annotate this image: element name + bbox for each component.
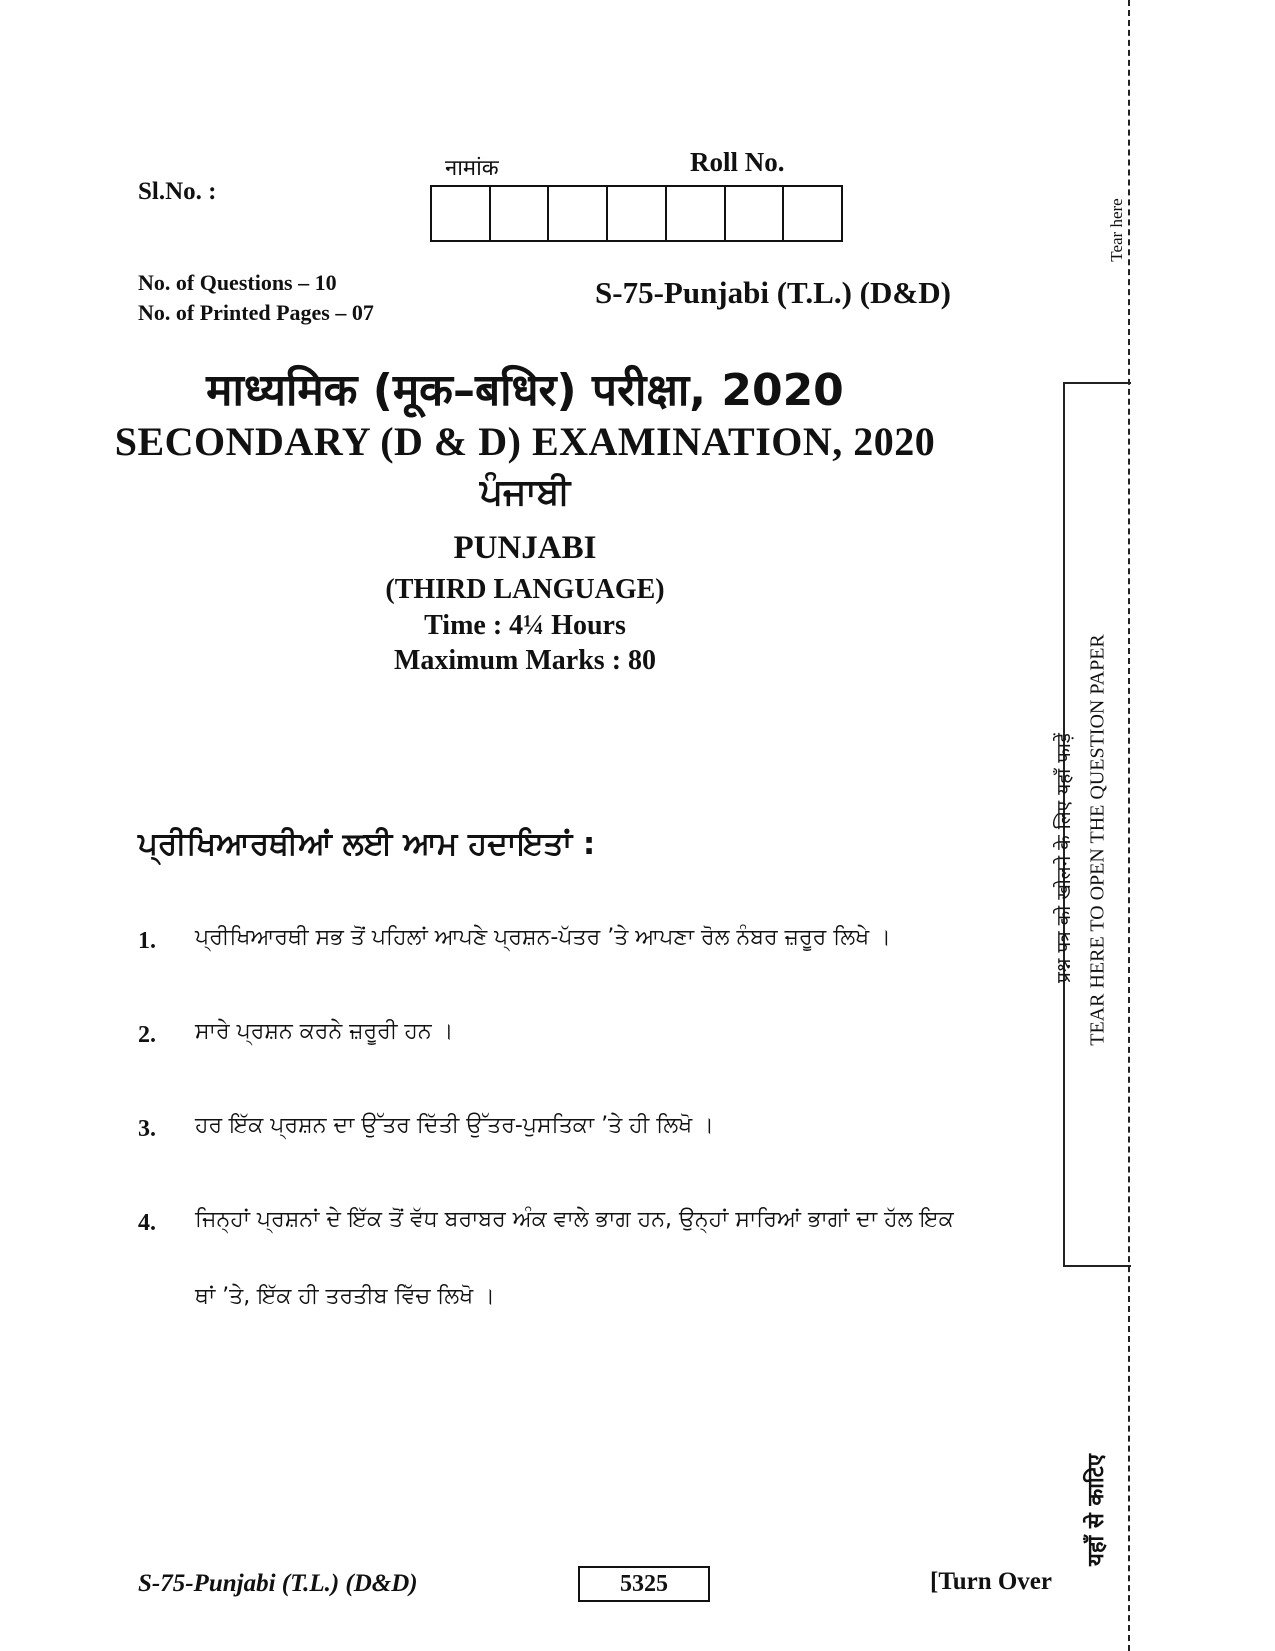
- language-subtitle: (THIRD LANGUAGE): [385, 574, 665, 605]
- maximum-marks: Maximum Marks : 80: [393, 645, 657, 676]
- title-hindi: माध्यमिक (मूक–बधिर) परीक्षा, 2020: [206, 365, 844, 416]
- roll-no-cell[interactable]: [726, 187, 785, 240]
- tear-instruction-hindi: प्रश्न पत्र को खोलने के लिए यहाँ फाड़ें: [1053, 733, 1075, 983]
- roll-no-label: Roll No.: [690, 147, 785, 177]
- exam-time: Time : 4¼ Hours: [424, 610, 626, 641]
- instructions-heading: ਪ੍ਰੀਖਿਆਰਥੀਆਂ ਲਈ ਆਮ ਹਦਾਇਤਾਂ :: [138, 826, 596, 862]
- roll-no-cell[interactable]: [432, 187, 491, 240]
- instruction-text: ਜਿਨ੍ਹਾਂ ਪ੍ਰਸ਼ਨਾਂ ਦੇ ਇੱਕ ਤੋਂ ਵੱਧ ਬਰਾਬਰ ਅੰਕ ਵਾਲੇ ਭਾਗ ਹਨ, ਉਨ੍ਹਾਂ ਸਾਰਿਆਂ ਭਾਗਾਂ ਦਾ ਹੱਲ ਇਕ: [195, 1207, 954, 1232]
- footer-paper-code: S-75-Punjabi (T.L.) (D&D): [138, 1570, 418, 1597]
- tear-instruction-english: TEAR HERE TO OPEN THE QUESTION PAPER: [1086, 634, 1109, 1046]
- roll-no-cell[interactable]: [667, 187, 726, 240]
- title-punjabi: ਪੰਜਾਬੀ: [479, 472, 571, 513]
- cut-here-label: यहाँ से काटिए: [1084, 1454, 1109, 1566]
- instruction-number: 4.: [138, 1210, 156, 1236]
- roll-no-cell[interactable]: [784, 187, 841, 240]
- subject-title: PUNJABI: [453, 530, 597, 566]
- roll-no-boxes: [430, 185, 843, 242]
- footer-paper-number: 5325: [578, 1566, 710, 1602]
- sl-no-label: Sl.No. :: [138, 178, 217, 205]
- instruction-number: 1.: [138, 928, 156, 954]
- roll-no-cell[interactable]: [608, 187, 667, 240]
- roll-no-hindi-label: नामांक: [445, 156, 499, 181]
- questions-count: No. of Questions – 10: [138, 270, 337, 295]
- pages-count: No. of Printed Pages – 07: [138, 300, 374, 325]
- paper-code: S-75-Punjabi (T.L.) (D&D): [595, 275, 951, 310]
- tear-here-label: Tear here: [1107, 198, 1126, 262]
- roll-no-cell[interactable]: [491, 187, 550, 240]
- instruction-text: ਸਾਰੇ ਪ੍ਰਸ਼ਨ ਕਰਨੇ ਜ਼ਰੂਰੀ ਹਨ ।: [195, 1019, 454, 1044]
- instruction-number: 2.: [138, 1022, 156, 1048]
- instruction-text: ਪ੍ਰੀਖਿਆਰਥੀ ਸਭ ਤੋਂ ਪਹਿਲਾਂ ਆਪਣੇ ਪ੍ਰਸ਼ਨ-ਪੱਤਰ ’ਤੇ ਆਪਣਾ ਰੋਲ ਨੰਬਰ ਜ਼ਰੂਰ ਲਿਖੇ ।: [195, 925, 891, 950]
- instruction-number: 3.: [138, 1116, 156, 1142]
- roll-no-cell[interactable]: [549, 187, 608, 240]
- turn-over-label: [Turn Over: [930, 1568, 1052, 1595]
- instruction-text-continued: ਥਾਂ ’ਤੇ, ਇੱਕ ਹੀ ਤਰਤੀਬ ਵਿੱਚ ਲਿਖੋ ।: [195, 1284, 496, 1309]
- title-english: SECONDARY (D & D) EXAMINATION, 2020: [114, 419, 936, 464]
- instruction-text: ਹਰ ਇੱਕ ਪ੍ਰਸ਼ਨ ਦਾ ਉੱਤਰ ਦਿੱਤੀ ਉੱਤਰ-ਪੁਸਤਿਕਾ ’ਤੇ ਹੀ ਲਿਖੋ ।: [195, 1113, 715, 1138]
